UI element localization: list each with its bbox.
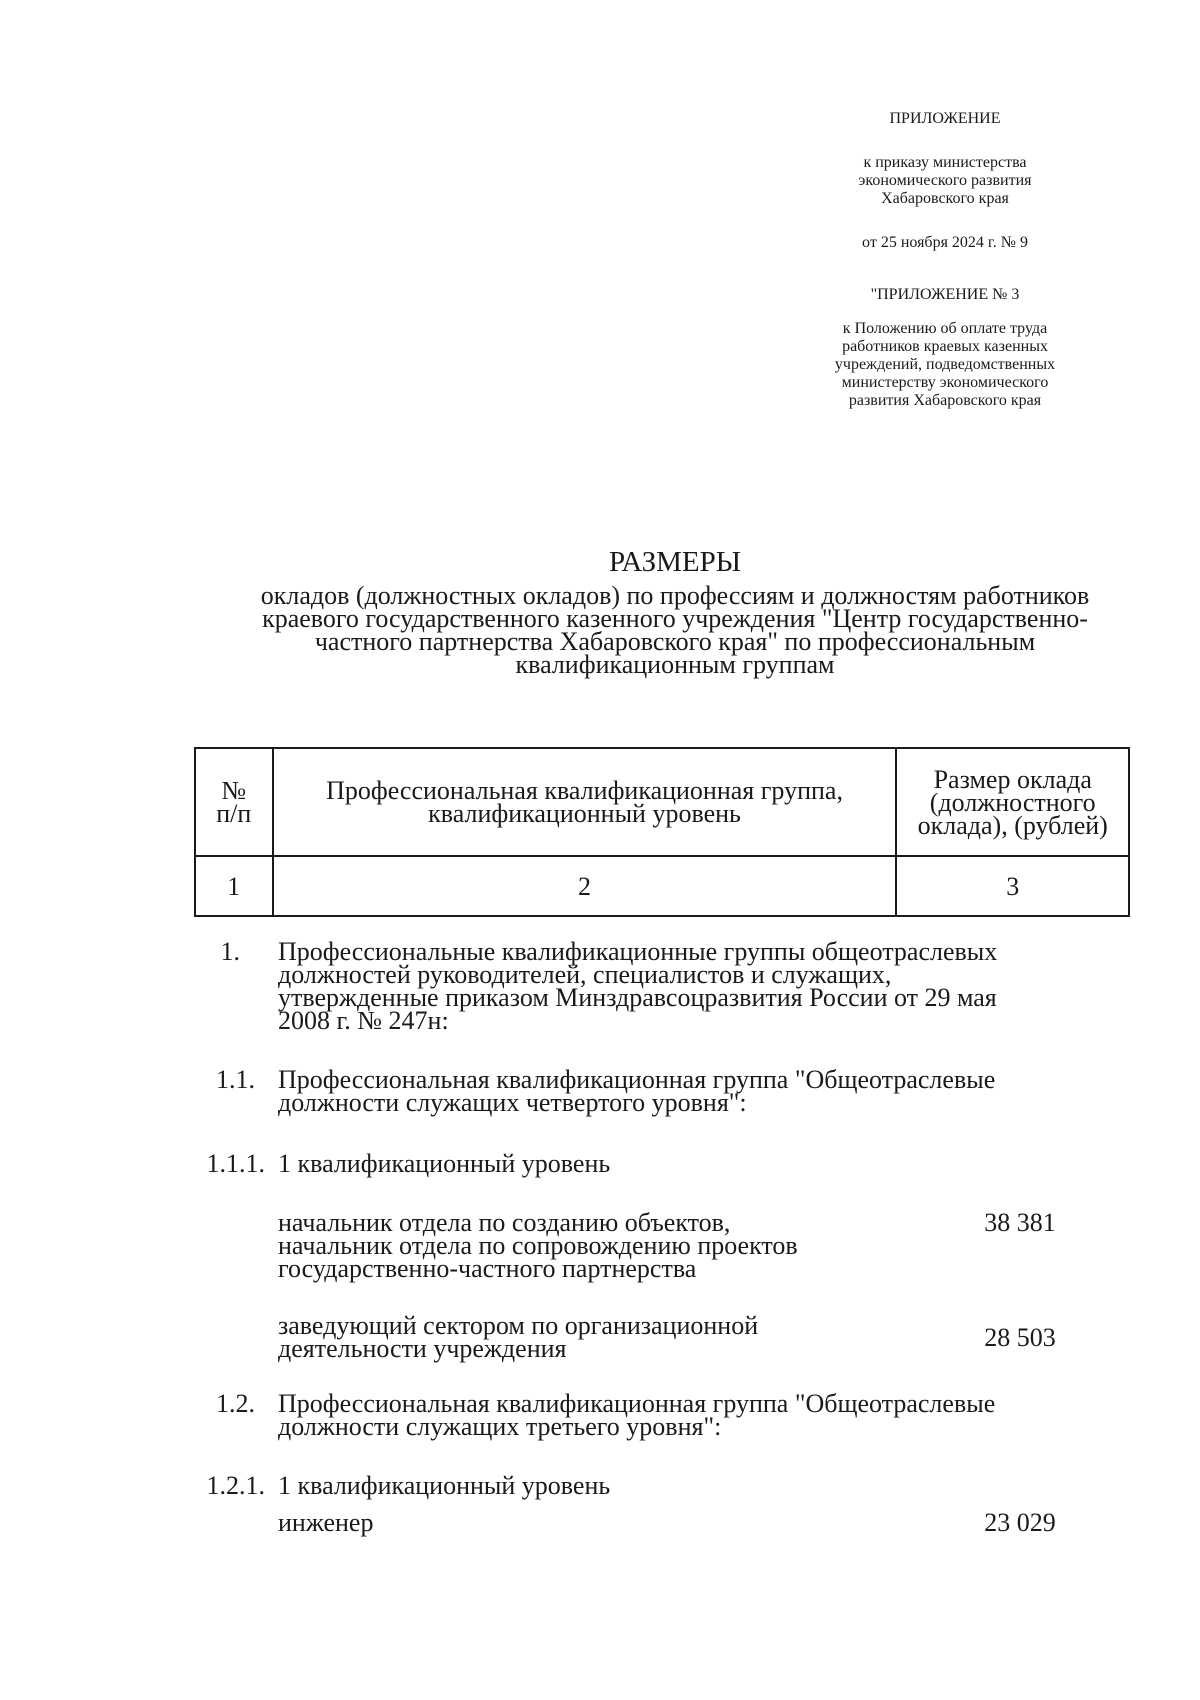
section-text: 1 квалификационный уровень — [278, 1471, 611, 1500]
position-title — [278, 1208, 893, 1283]
appendix-title — [760, 286, 1130, 304]
header-line: Размер оклада — [933, 764, 1092, 794]
header-line: п/п — [216, 799, 252, 828]
position-title — [278, 1311, 893, 1363]
position-salary: 23 029 — [984, 1508, 1056, 1537]
subtitle-line: частного партнерства Хабаровского края" по профессиональным — [314, 627, 1036, 656]
header-line: оклада), (рублей) — [917, 810, 1108, 840]
section-number: 1.2. — [216, 1389, 255, 1418]
subtitle-line: краевого государственного казенного учреждения "Центр государственно- — [262, 604, 1088, 633]
header-cell-group — [273, 748, 897, 856]
document-title: РАЗМЕРЫ — [608, 546, 742, 578]
header-line: Профессиональная квалификационная группа, — [326, 776, 843, 805]
header-cell-number — [195, 748, 273, 856]
appendix-ref-line: к Положению об оплате труда — [842, 320, 1048, 337]
position-salary: 28 503 — [984, 1323, 1056, 1352]
header-line: № — [221, 776, 247, 805]
text-line: начальник отдела по созданию объектов, — [278, 1208, 731, 1237]
order-ref-line: экономического развития — [858, 172, 1032, 189]
attachment-title-text: ПРИЛОЖЕНИЕ — [889, 110, 1001, 127]
appendix-title-text: "ПРИЛОЖЕНИЕ № 3 — [870, 286, 1020, 303]
column-number: 3 — [896, 856, 1129, 916]
section-number: 1.1. — [216, 1065, 255, 1094]
text-line: должностей руководителей, специалистов и служащих, — [278, 960, 892, 989]
header-line: (должностного — [929, 787, 1096, 817]
text-line: утвержденные приказом Минздравсоцразвития России от 29 мая — [278, 983, 997, 1012]
attachment-title — [760, 110, 1130, 128]
section-number: 1. — [220, 937, 240, 966]
header-line: квалификационный уровень — [428, 799, 741, 828]
text-line: 2008 г. № 247н: — [278, 1006, 449, 1035]
header-cell-salary — [896, 748, 1129, 856]
order-reference — [760, 154, 1130, 208]
section-number: 1.1.1. — [206, 1149, 265, 1178]
text-line: государственно-частного партнерства — [278, 1254, 697, 1283]
appendix-ref-line: работников краевых казенных — [842, 338, 1048, 355]
column-number: 1 — [195, 856, 273, 916]
order-ref-line: Хабаровского края — [881, 190, 1009, 207]
text-line: должности служащих третьего уровня": — [278, 1412, 722, 1441]
text-line: должности служащих четвертого уровня": — [278, 1088, 747, 1117]
table-column-numbers-row — [195, 856, 1129, 916]
text-line: Профессиональная квалификационная группа "Общеотраслевые — [278, 1389, 996, 1418]
appendix-reference — [760, 320, 1130, 410]
section-text — [278, 1389, 1123, 1441]
text-line: заведующий сектором по организационной — [278, 1311, 759, 1340]
text-line: Профессиональная квалификационная группа "Общеотраслевые — [278, 1065, 996, 1094]
section-text — [278, 937, 1123, 1035]
section-number: 1.2.1. — [206, 1471, 265, 1500]
subtitle-line: квалификационным группам — [515, 650, 835, 679]
position-title: инженер — [278, 1508, 374, 1537]
column-number: 2 — [273, 856, 897, 916]
position-salary: 38 381 — [984, 1208, 1056, 1237]
appendix-ref-line: учреждений, подведомственных — [834, 356, 1056, 373]
order-date — [760, 234, 1130, 252]
salary-table-header — [194, 747, 1130, 917]
text-line: начальник отдела по сопровождению проектов — [278, 1231, 798, 1260]
order-date-text: от 25 ноября 2024 г. № 9 — [862, 234, 1028, 251]
appendix-ref-line: министерству экономического — [841, 374, 1049, 391]
table-header-row — [195, 748, 1129, 856]
text-line: Профессиональные квалификационные группы общеотраслевых — [278, 937, 998, 966]
section-text: 1 квалификационный уровень — [278, 1149, 611, 1178]
order-ref-line: к приказу министерства — [863, 154, 1027, 171]
appendix-ref-line: развития Хабаровского края — [848, 392, 1042, 409]
document-subtitle — [215, 581, 1135, 679]
subtitle-line: окладов (должностных окладов) по профессиям и должностям работников — [260, 581, 1090, 610]
section-text — [278, 1065, 1123, 1117]
text-line: деятельности учреждения — [278, 1334, 567, 1363]
